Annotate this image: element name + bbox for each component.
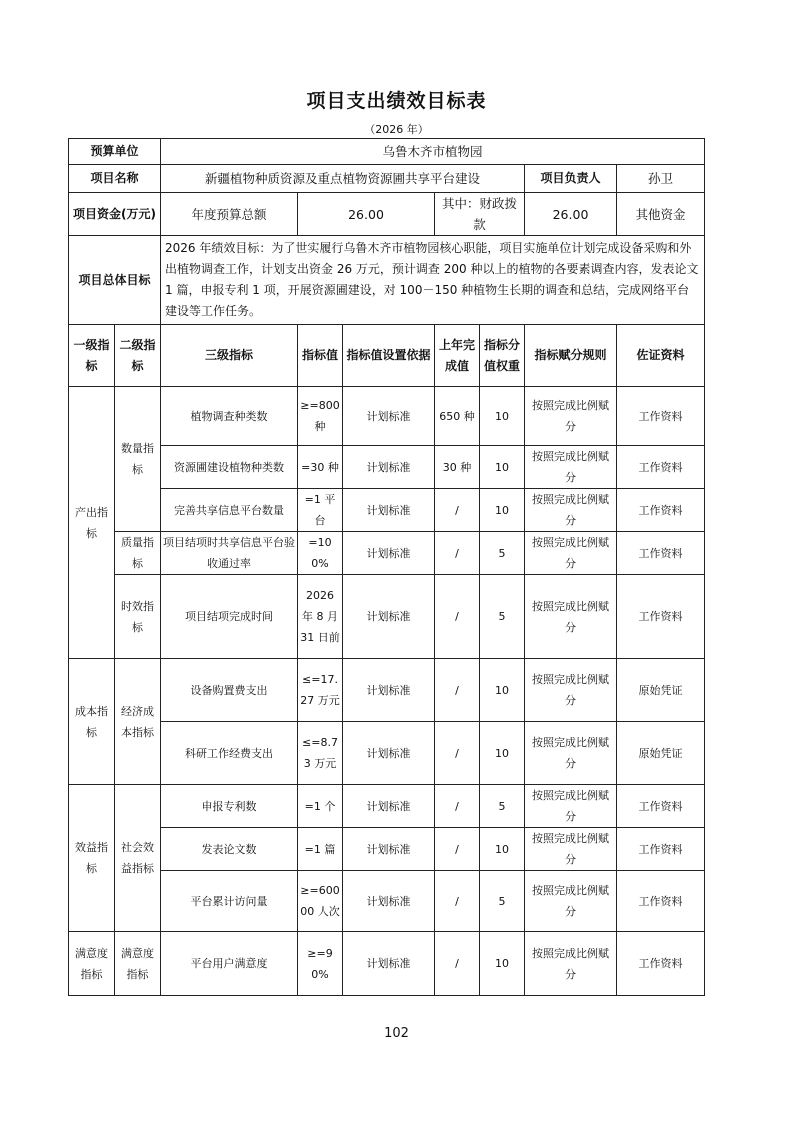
budget-unit-label: 预算单位 (69, 139, 161, 165)
group-satisfaction-l1: 满意度指标 (69, 932, 115, 996)
indicator-value: =1 平台 (298, 489, 343, 532)
group-social: 社会效益指标 (115, 785, 161, 932)
group-quantity: 数量指标 (115, 387, 161, 532)
indicator-name: 完善共享信息平台数量 (161, 489, 298, 532)
table-row (69, 932, 705, 996)
project-name-row (69, 165, 705, 193)
header-evidence: 佐证资料 (617, 325, 705, 387)
indicator-rule: 按照完成比例赋分 (525, 871, 617, 932)
year-label: （2026 年） (364, 123, 429, 136)
indicator-basis: 计划标准 (343, 387, 435, 446)
header-value: 指标值 (298, 325, 343, 387)
indicator-weight: 5 (480, 532, 525, 575)
indicator-rule: 按照完成比例赋分 (525, 532, 617, 575)
goal-row (69, 236, 705, 325)
leader-label: 项目负责人 (525, 165, 617, 193)
group-cost: 成本指标 (69, 659, 115, 785)
indicator-evidence: 原始凭证 (617, 722, 705, 785)
indicator-name: 科研工作经费支出 (161, 722, 298, 785)
indicator-rule: 按照完成比例赋分 (525, 659, 617, 722)
indicator-value: ≥=90% (298, 932, 343, 996)
indicator-name: 项目结项完成时间 (161, 575, 298, 659)
funds-row (69, 193, 705, 236)
header-rule: 指标赋分规则 (525, 325, 617, 387)
indicator-evidence: 工作资料 (617, 489, 705, 532)
indicator-last: / (435, 828, 480, 871)
page-title: 项目支出绩效目标表 (306, 90, 487, 112)
indicator-weight: 10 (480, 828, 525, 871)
group-benefit: 效益指标 (69, 785, 115, 932)
indicator-name: 植物调查种类数 (161, 387, 298, 446)
group-timeliness: 时效指标 (115, 575, 161, 659)
indicator-basis: 计划标准 (343, 785, 435, 828)
table-row (69, 828, 705, 871)
project-name-value: 新疆植物种质资源及重点植物资源圃共享平台建设 (161, 165, 525, 193)
indicator-last: / (435, 659, 480, 722)
indicator-weight: 5 (480, 871, 525, 932)
performance-table (68, 138, 705, 996)
indicator-value: ≤=8.73 万元 (298, 722, 343, 785)
table-row (69, 387, 705, 446)
page-number: 102 (384, 1026, 409, 1041)
indicator-name: 申报专利数 (161, 785, 298, 828)
group-satisfaction-l2: 满意度指标 (115, 932, 161, 996)
project-name-label: 项目名称 (69, 165, 161, 193)
indicator-value: ≥=800 种 (298, 387, 343, 446)
table-row (69, 575, 705, 659)
group-economic: 经济成本指标 (115, 659, 161, 785)
indicator-basis: 计划标准 (343, 575, 435, 659)
other-funds-label: 其他资金 (617, 193, 705, 236)
indicator-rule: 按照完成比例赋分 (525, 387, 617, 446)
indicator-last: / (435, 489, 480, 532)
table-row (69, 871, 705, 932)
group-quality: 质量指标 (115, 532, 161, 575)
goal-text: 2026 年绩效目标：为了世实履行乌鲁木齐市植物园核心职能，项目实施单位计划完成设备采购和外出植物调查工作，计划支出资金 26 万元，预计调查 200 种以上的植物的各要素调查内容，发表论文 1 篇，申报专利 1 项，开展资源圃建设，对 100－150 种植物生长期的调查和总结，完成网络平台建设等工作任务。 (161, 236, 705, 325)
header-basis: 指标值设置依据 (343, 325, 435, 387)
indicator-value: ≤=17.27 万元 (298, 659, 343, 722)
fiscal-value: 26.00 (525, 193, 617, 236)
indicator-evidence: 工作资料 (617, 387, 705, 446)
indicator-evidence: 工作资料 (617, 828, 705, 871)
indicator-rule: 按照完成比例赋分 (525, 575, 617, 659)
indicator-evidence: 工作资料 (617, 932, 705, 996)
indicator-basis: 计划标准 (343, 722, 435, 785)
table-row (69, 659, 705, 722)
leader-value: 孙卫 (617, 165, 705, 193)
indicator-basis: 计划标准 (343, 489, 435, 532)
indicator-last: / (435, 785, 480, 828)
table-row (69, 722, 705, 785)
indicator-last: 30 种 (435, 446, 480, 489)
annual-total-value: 26.00 (298, 193, 435, 236)
funds-label: 项目资金(万元) (69, 193, 161, 236)
indicator-last: / (435, 722, 480, 785)
table-row (69, 446, 705, 489)
table-row (69, 489, 705, 532)
indicator-rule: 按照完成比例赋分 (525, 446, 617, 489)
indicator-name: 平台用户满意度 (161, 932, 298, 996)
indicator-rule: 按照完成比例赋分 (525, 489, 617, 532)
fiscal-label: 其中：财政拨款 (435, 193, 525, 236)
indicator-weight: 10 (480, 489, 525, 532)
indicator-name: 设备购置费支出 (161, 659, 298, 722)
indicator-weight: 10 (480, 659, 525, 722)
indicator-value: =1 个 (298, 785, 343, 828)
indicator-last: / (435, 532, 480, 575)
indicator-last: / (435, 932, 480, 996)
indicator-value: =100% (298, 532, 343, 575)
indicator-rule: 按照完成比例赋分 (525, 722, 617, 785)
indicator-value: =1 篇 (298, 828, 343, 871)
indicator-last: 650 种 (435, 387, 480, 446)
annual-total-label: 年度预算总额 (161, 193, 298, 236)
indicator-evidence: 工作资料 (617, 871, 705, 932)
group-output: 产出指标 (69, 387, 115, 659)
header-weight: 指标分值权重 (480, 325, 525, 387)
indicator-value: =30 种 (298, 446, 343, 489)
indicator-weight: 10 (480, 932, 525, 996)
header-last: 上年完成值 (435, 325, 480, 387)
indicator-evidence: 工作资料 (617, 575, 705, 659)
indicator-basis: 计划标准 (343, 659, 435, 722)
indicator-rule: 按照完成比例赋分 (525, 785, 617, 828)
indicator-basis: 计划标准 (343, 828, 435, 871)
table-row (69, 532, 705, 575)
indicator-name: 资源圃建设植物种类数 (161, 446, 298, 489)
indicator-last: / (435, 575, 480, 659)
budget-unit-value: 乌鲁木齐市植物园 (161, 139, 705, 165)
indicator-weight: 5 (480, 785, 525, 828)
indicator-weight: 10 (480, 722, 525, 785)
indicator-value: ≥=60000 人次 (298, 871, 343, 932)
budget-unit-row (69, 139, 705, 165)
indicator-basis: 计划标准 (343, 532, 435, 575)
indicator-rule: 按照完成比例赋分 (525, 932, 617, 996)
header-row (69, 325, 705, 387)
indicator-weight: 5 (480, 575, 525, 659)
indicator-evidence: 工作资料 (617, 446, 705, 489)
indicator-value: 2026 年 8 月 31 日前 (298, 575, 343, 659)
table-row (69, 785, 705, 828)
indicator-evidence: 工作资料 (617, 785, 705, 828)
indicator-name: 平台累计访问量 (161, 871, 298, 932)
header-l2: 二级指标 (115, 325, 161, 387)
indicator-name: 项目结项时共享信息平台验收通过率 (161, 532, 298, 575)
indicator-last: / (435, 871, 480, 932)
indicator-weight: 10 (480, 446, 525, 489)
header-l3: 三级指标 (161, 325, 298, 387)
indicator-basis: 计划标准 (343, 446, 435, 489)
indicator-evidence: 原始凭证 (617, 659, 705, 722)
indicator-rule: 按照完成比例赋分 (525, 828, 617, 871)
header-l1: 一级指标 (69, 325, 115, 387)
indicator-weight: 10 (480, 387, 525, 446)
goal-label: 项目总体目标 (69, 236, 161, 325)
indicator-basis: 计划标准 (343, 932, 435, 996)
indicator-basis: 计划标准 (343, 871, 435, 932)
indicator-evidence: 工作资料 (617, 532, 705, 575)
indicator-name: 发表论文数 (161, 828, 298, 871)
